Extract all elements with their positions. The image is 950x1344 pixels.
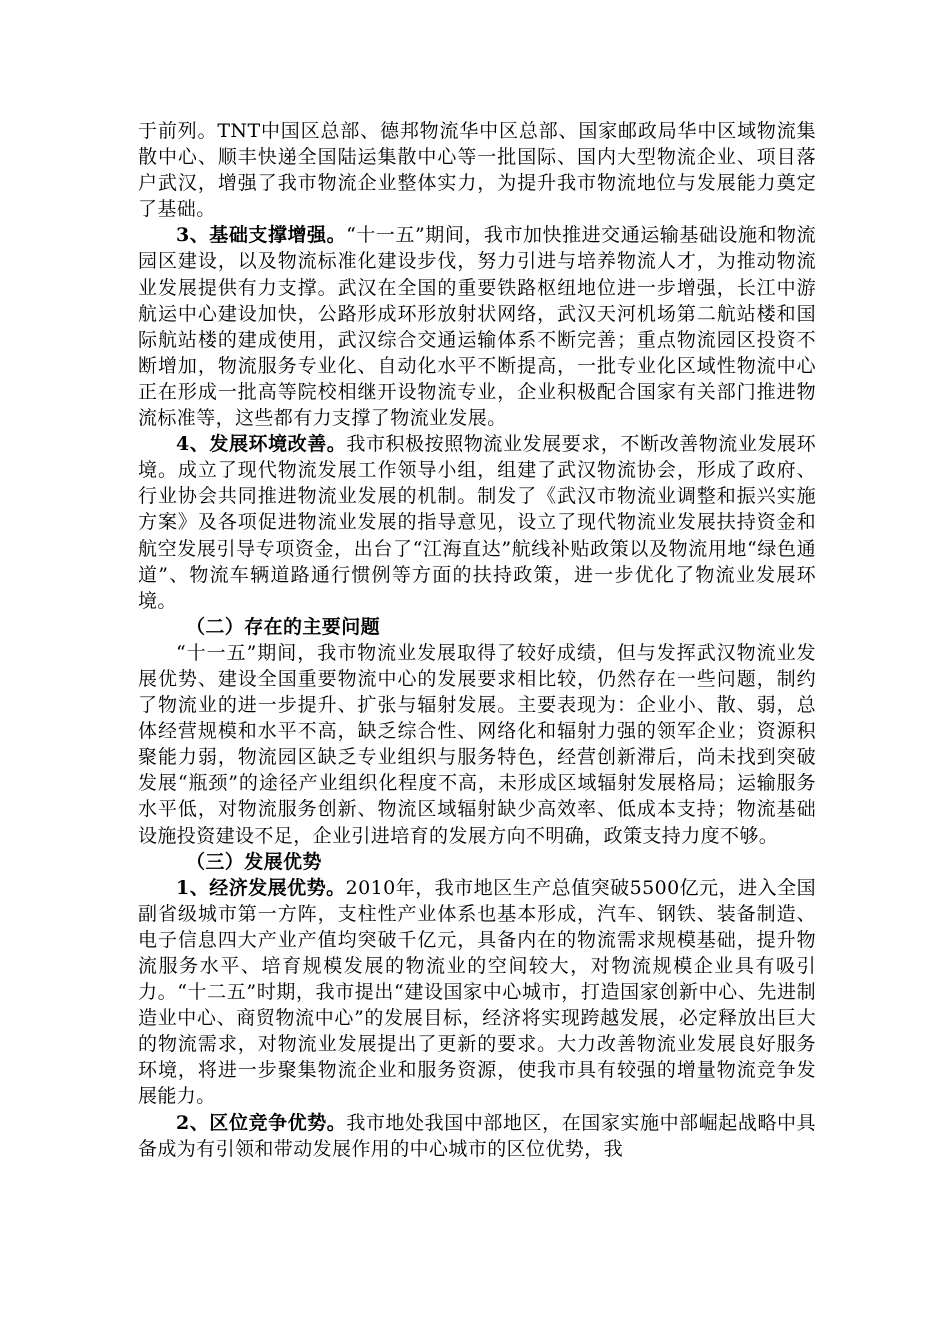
paragraph-location (138, 1110, 816, 1162)
paragraph-lead: 2、区位竞争优势。 (176, 1111, 347, 1134)
paragraph-text: 我市地处我国中部地区，在国家实施中部崛起战略中具备成为有引领和带动发展作用的中心城市的区位优势，我 (138, 1111, 816, 1160)
paragraph-economy (138, 875, 816, 1110)
paragraph-infrastructure (138, 222, 816, 431)
paragraph-text: “十一五”期间，我市物流业发展取得了较好成绩，但与发挥武汉物流业发展优势、建设全国重要物流中心的发展要求相比较，仍然存在一些问题，制约了物流业的进一步提升、扩张与辐射发展。主要表现为：企业小、散、弱，总体经营规模和水平不高，缺乏综合性、网络化和辐射力强的领军企业；资源积聚能力弱，物流园区缺乏专业组织与服务特色，经营创新滞后，尚未找到突破发展“瓶颈”的途径产业组织化程度不高，未形成区域辐射发展格局；运输服务水平低，对物流服务创新、物流区域辐射缺少高效率、低成本支持；物流基础设施投资建设不足，企业引进培育的发展方向不明确，政策支持力度不够。 (138, 641, 816, 847)
paragraph-problems (138, 640, 816, 849)
paragraph-text: 于前列。TNT中国区总部、德邦物流华中区总部、国家邮政局华中区域物流集散中心、顺丰快递全国陆运集散中心等一批国际、国内大型物流企业、项目落户武汉，增强了我市物流企业整体实力，为提升我市物流地位与发展能力奠定了基础。 (138, 120, 816, 221)
paragraph-lead: 1、经济发展优势。 (176, 876, 346, 899)
section-heading-advantages: （三）发展优势 (186, 850, 322, 873)
paragraph-continuation (138, 118, 816, 222)
section-heading-problems: （二）存在的主要问题 (186, 615, 381, 638)
paragraph-text: “十一五”期间，我市加快推进交通运输基础设施和物流园区建设，以及物流标准化建设步伐，努力引进与培养物流人才，为推动物流业发展提供有力支撑。武汉在全国的重要铁路枢纽地位进一步增强，长江中游航运中心建设加快，公路形成环形放射状网络，武汉天河机场第二航站楼和国际航站楼的建成使用，武汉综合交通运输体系不断完善；重点物流园区投资不断增加，物流服务专业化、自动化水平不断提高，一批专业化区域性物流中心正在形成一批高等院校相继开设物流专业，企业积极配合国家有关部门推进物流标准等，这些都有力支撑了物流业发展。 (138, 224, 816, 430)
paragraph-lead: 4、发展环境改善。 (176, 433, 347, 456)
paragraph-environment (138, 431, 816, 614)
paragraph-lead: 3、基础支撑增强。 (176, 224, 347, 247)
paragraph-text: 我市积极按照物流业发展要求，不断改善物流业发展环境。成立了现代物流发展工作领导小组，组建了武汉物流协会，形成了政府、行业协会共同推进物流业发展的机制。制发了《武汉市物流业调整和振兴实施方案》及各项促进物流业发展的指导意见，设立了现代物流业发展扶持资金和航空发展引导专项资金，出台了“江海直达”航线补贴政策以及物流用地“绿色通道”、物流车辆道路通行惯例等方面的扶持政策，进一步优化了物流业发展环境。 (138, 433, 816, 612)
document-page (138, 118, 816, 1162)
paragraph-text: 2010年，我市地区生产总值突破5500亿元，进入全国副省级城市第一方阵，支柱性产业体系也基本形成，汽车、钢铁、装备制造、电子信息四大产业产值均突破千亿元，具备内在的物流需求规模基础，提升物流服务水平、培育规模发展的物流业的空间较大，对物流规模企业具有吸引力。“十二五”时期，我市提出“建设国家中心城市，打造国家创新中心、先进制造业中心、商贸物流中心”的发展目标，经济将实现跨越发展，必定释放出巨大的物流需求，对物流业发展提出了更新的要求。大力改善物流业发展良好服务环境，将进一步聚集物流企业和服务资源，使我市具有较强的增量物流竞争发展能力。 (138, 876, 816, 1108)
